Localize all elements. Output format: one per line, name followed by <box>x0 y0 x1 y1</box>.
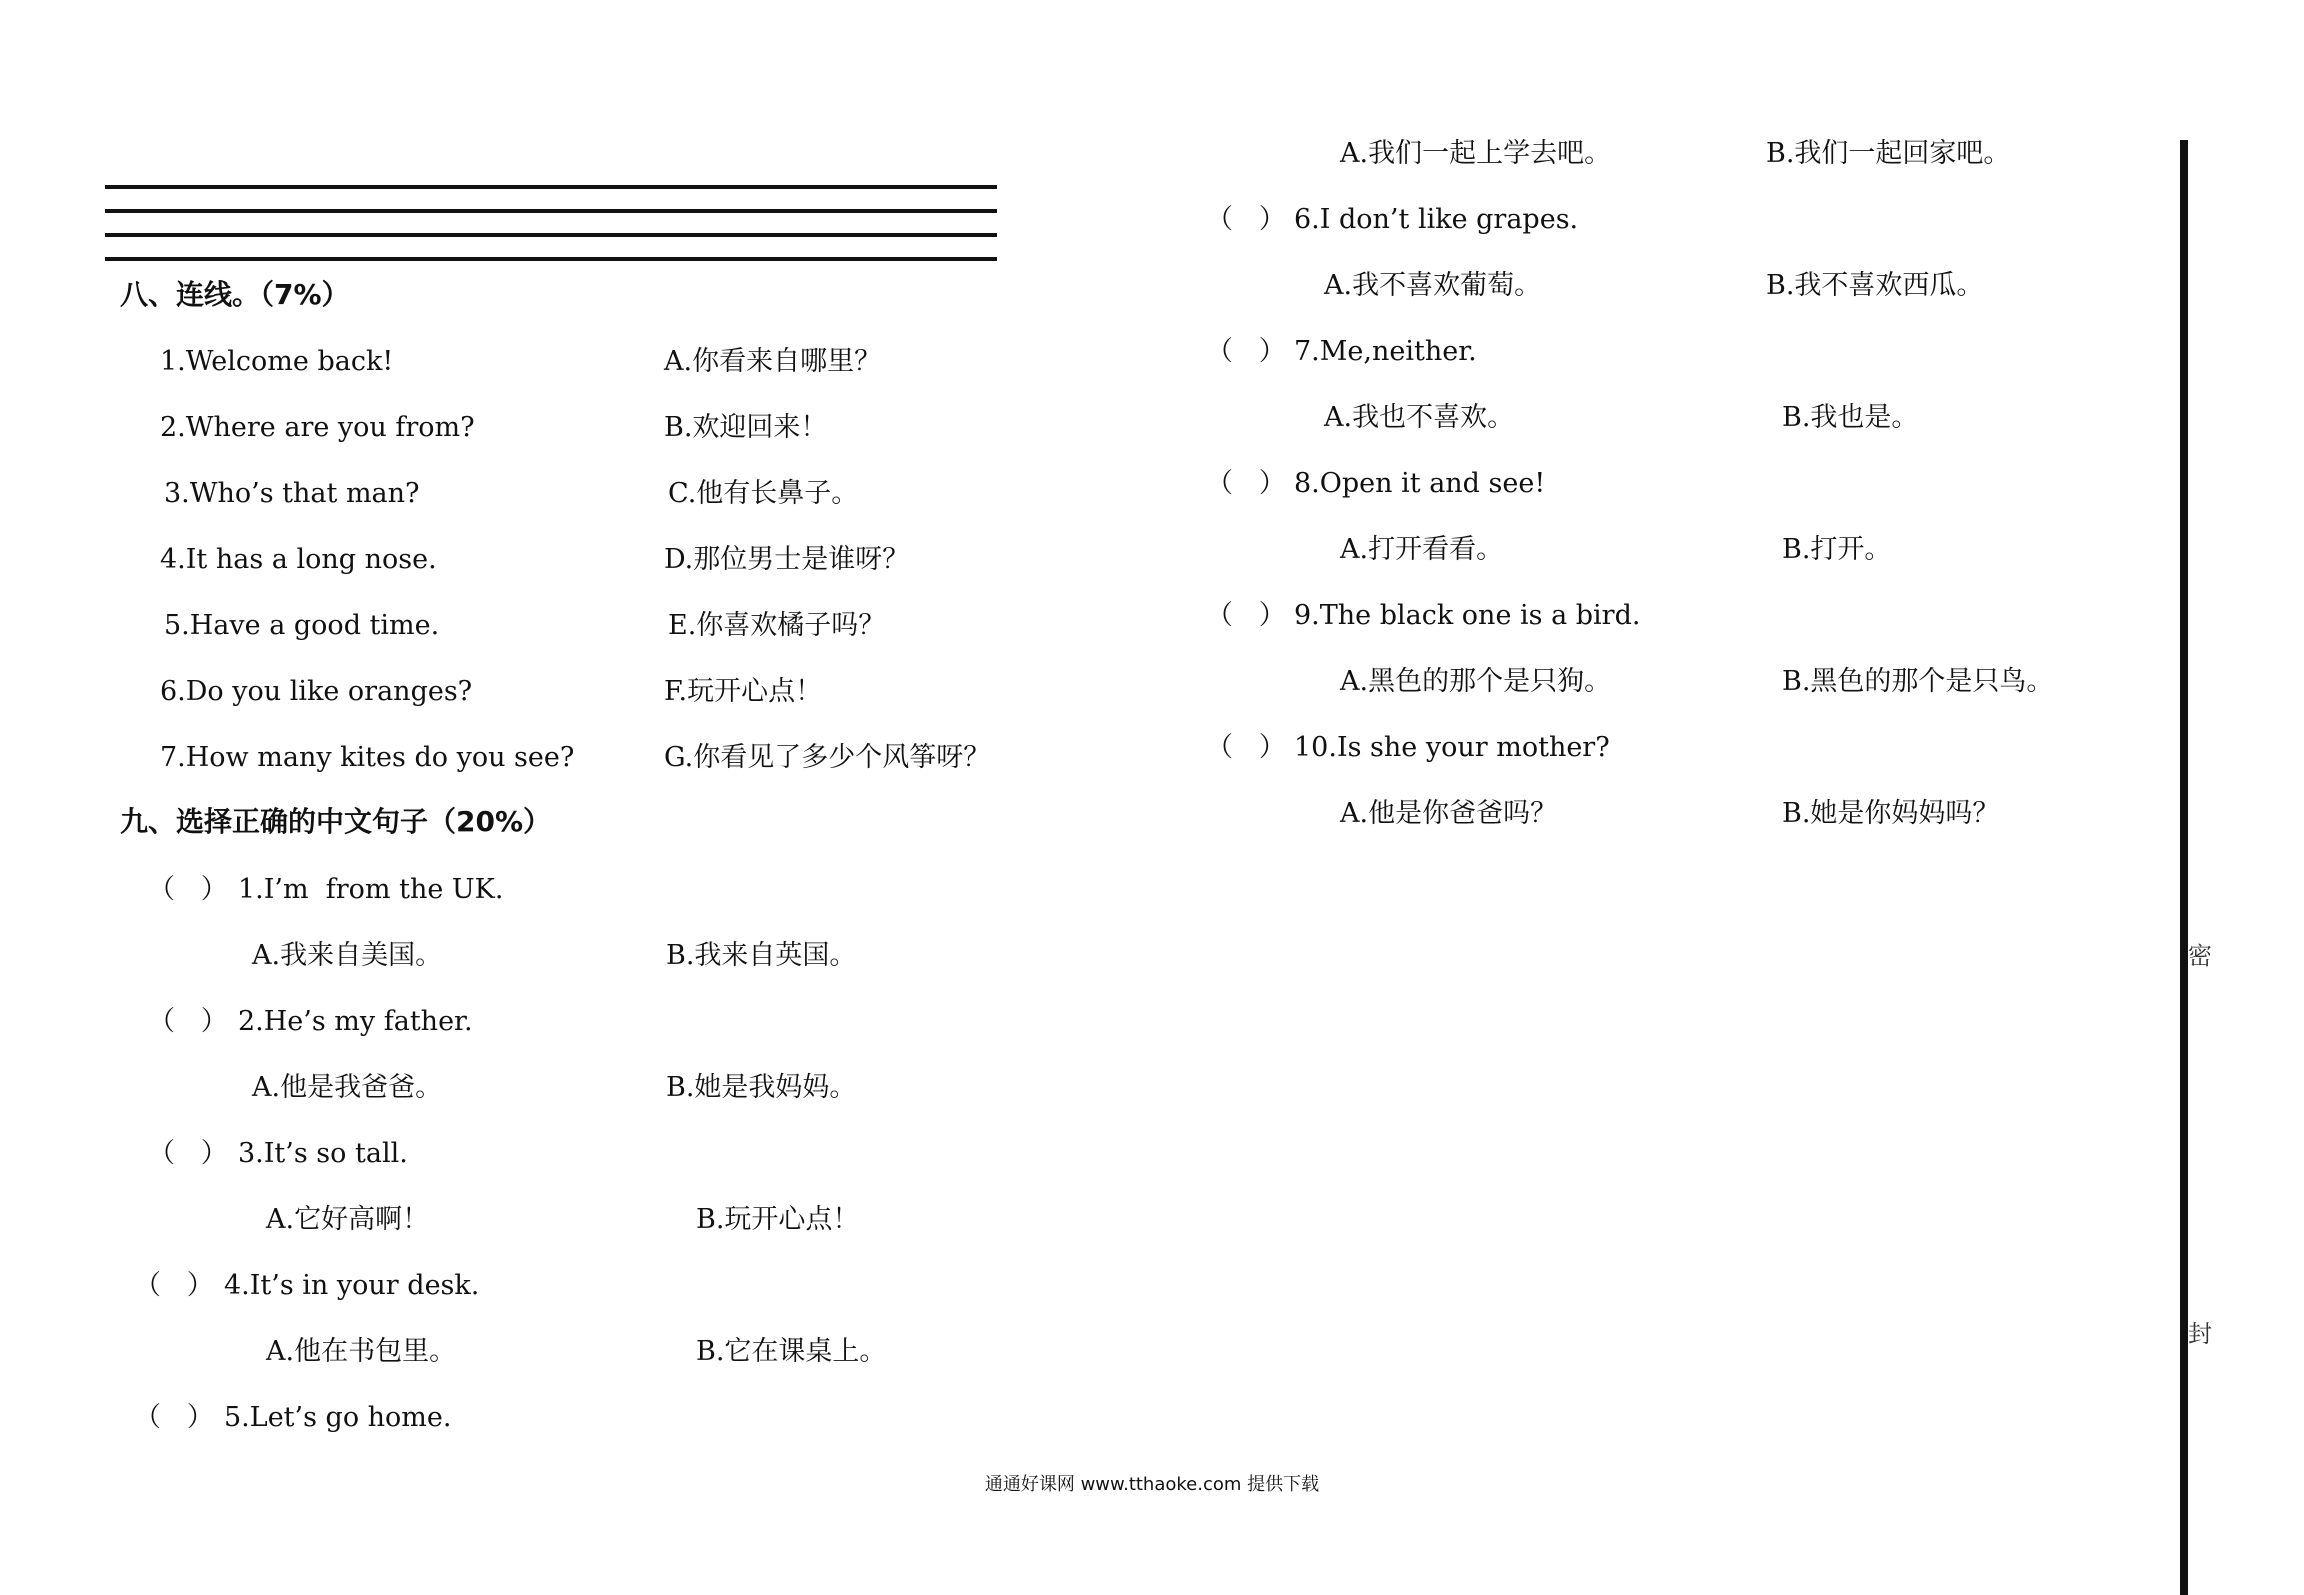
question-9-option-a: A.黑色的那个是只狗。 <box>1340 666 1612 697</box>
question-6: 6.I don’t like grapes. <box>1294 204 1579 235</box>
match-left-2: 2.Where are you from? <box>160 412 475 443</box>
question-6-option-a: A.我不喜欢葡萄。 <box>1324 270 1542 301</box>
question-7: 7.Me,neither. <box>1294 336 1477 367</box>
binding-line <box>2180 140 2188 1595</box>
question-8-option-a: A.打开看看。 <box>1340 534 1504 565</box>
match-right-g: G.你看见了多少个风筝呀？ <box>664 742 991 773</box>
match-left-5: 5.Have a good time. <box>164 610 440 641</box>
seal-mark-feng: 封 <box>2188 1320 2212 1348</box>
match-right-a: A.你看来自哪里？ <box>664 346 882 377</box>
question-4-option-b: B.它在课桌上。 <box>696 1336 887 1367</box>
question-1: 1.I’m from the UK. <box>238 874 504 905</box>
question-8: 8.Open it and see! <box>1294 468 1546 499</box>
answer-paren-2: （ ） <box>148 1006 228 1037</box>
header-rule-4 <box>105 257 997 261</box>
answer-paren-1: （ ） <box>148 874 228 905</box>
section8-title: 八、连线。（7%） <box>120 278 350 311</box>
header-rule-3 <box>105 233 997 237</box>
section9-title: 九、选择正确的中文句子（20%） <box>120 805 552 838</box>
answer-paren-6: （ ） <box>1206 204 1286 235</box>
question-5-option-b: B.我们一起回家吧。 <box>1766 138 2011 169</box>
match-left-6: 6.Do you like oranges? <box>160 676 473 707</box>
question-5-option-a: A.我们一起上学去吧。 <box>1340 138 1612 169</box>
header-rule-1 <box>105 185 997 189</box>
question-9: 9.The black one is a bird. <box>1294 600 1641 631</box>
seal-mark-mi: 密 <box>2188 942 2212 970</box>
answer-paren-5: （ ） <box>134 1402 214 1433</box>
answer-paren-9: （ ） <box>1206 600 1286 631</box>
match-left-7: 7.How many kites do you see? <box>160 742 575 773</box>
question-4: 4.It’s in your desk. <box>224 1270 480 1301</box>
question-10-option-a: A.他是你爸爸吗？ <box>1340 798 1558 829</box>
question-8-option-b: B.打开。 <box>1782 534 1892 565</box>
question-10-option-b: B.她是你妈妈吗？ <box>1782 798 2000 829</box>
answer-paren-7: （ ） <box>1206 336 1286 367</box>
question-9-option-b: B.黑色的那个是只鸟。 <box>1782 666 2054 697</box>
match-right-b: B.欢迎回来！ <box>664 412 828 443</box>
question-2-option-a: A.他是我爸爸。 <box>252 1072 443 1103</box>
answer-paren-3: （ ） <box>148 1138 228 1169</box>
match-right-d: D.那位男士是谁呀？ <box>664 544 910 575</box>
match-right-e: E.你喜欢橘子吗？ <box>668 610 886 641</box>
match-right-c: C.他有长鼻子。 <box>668 478 859 509</box>
question-5: 5.Let’s go home. <box>224 1402 452 1433</box>
question-7-option-a: A.我也不喜欢。 <box>1324 402 1515 433</box>
answer-paren-4: （ ） <box>134 1270 214 1301</box>
footer-source: 通通好课网 www.tthaoke.com 提供下载 <box>984 1474 1320 1495</box>
question-4-option-a: A.他在书包里。 <box>266 1336 457 1367</box>
question-1-option-b: B.我来自英国。 <box>666 940 857 971</box>
question-10: 10.Is she your mother? <box>1294 732 1610 763</box>
match-left-3: 3.Who’s that man? <box>164 478 420 509</box>
question-2: 2.He’s my father. <box>238 1006 473 1037</box>
question-3: 3.It’s so tall. <box>238 1138 408 1169</box>
header-rule-2 <box>105 209 997 213</box>
answer-paren-10: （ ） <box>1206 732 1286 763</box>
match-right-f: F.玩开心点！ <box>664 676 823 707</box>
answer-paren-8: （ ） <box>1206 468 1286 499</box>
question-1-option-a: A.我来自美国。 <box>252 940 443 971</box>
question-3-option-a: A.它好高啊！ <box>266 1204 430 1235</box>
match-left-1: 1.Welcome back! <box>160 346 394 377</box>
match-left-4: 4.It has a long nose. <box>160 544 437 575</box>
question-2-option-b: B.她是我妈妈。 <box>666 1072 857 1103</box>
question-3-option-b: B.玩开心点！ <box>696 1204 860 1235</box>
question-7-option-b: B.我也是。 <box>1782 402 1919 433</box>
question-6-option-b: B.我不喜欢西瓜。 <box>1766 270 1984 301</box>
